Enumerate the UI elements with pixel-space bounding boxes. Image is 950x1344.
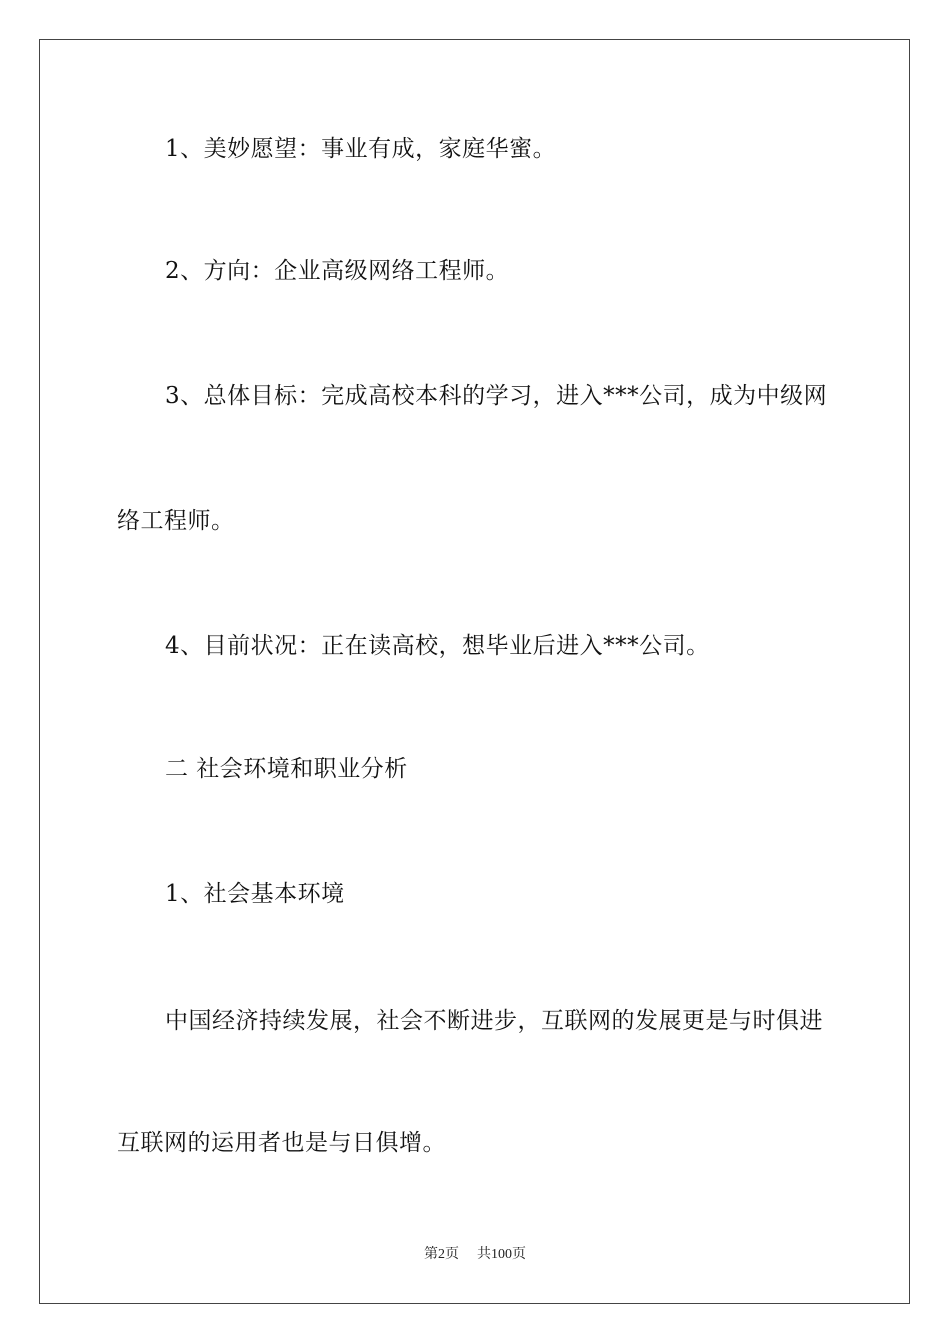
paragraph-direction: 2、方向：企业高级网络工程师。	[165, 258, 510, 284]
total-pages: 共100页	[477, 1247, 526, 1262]
paragraph-current-status: 4、目前状况：正在读高校，想毕业后进入***公司。	[165, 633, 710, 659]
paragraph-overall-goal-continued: 络工程师。	[117, 508, 235, 534]
section-heading: 二 社会环境和职业分析	[165, 756, 408, 782]
page-footer	[0, 1246, 950, 1264]
page-border	[39, 39, 910, 1304]
subsection-heading: 1、社会基本环境	[165, 881, 345, 907]
paragraph-overall-goal: 3、总体目标：完成高校本科的学习，进入***公司，成为中级网	[165, 383, 828, 409]
page-number: 第2页	[424, 1247, 459, 1262]
paragraph-economy-continued: 互联网的运用者也是与日俱增。	[117, 1130, 446, 1156]
paragraph-wish: 1、美妙愿望：事业有成，家庭华蜜。	[165, 136, 557, 162]
paragraph-economy: 中国经济持续发展，社会不断进步，互联网的发展更是与时俱进	[165, 1008, 823, 1034]
